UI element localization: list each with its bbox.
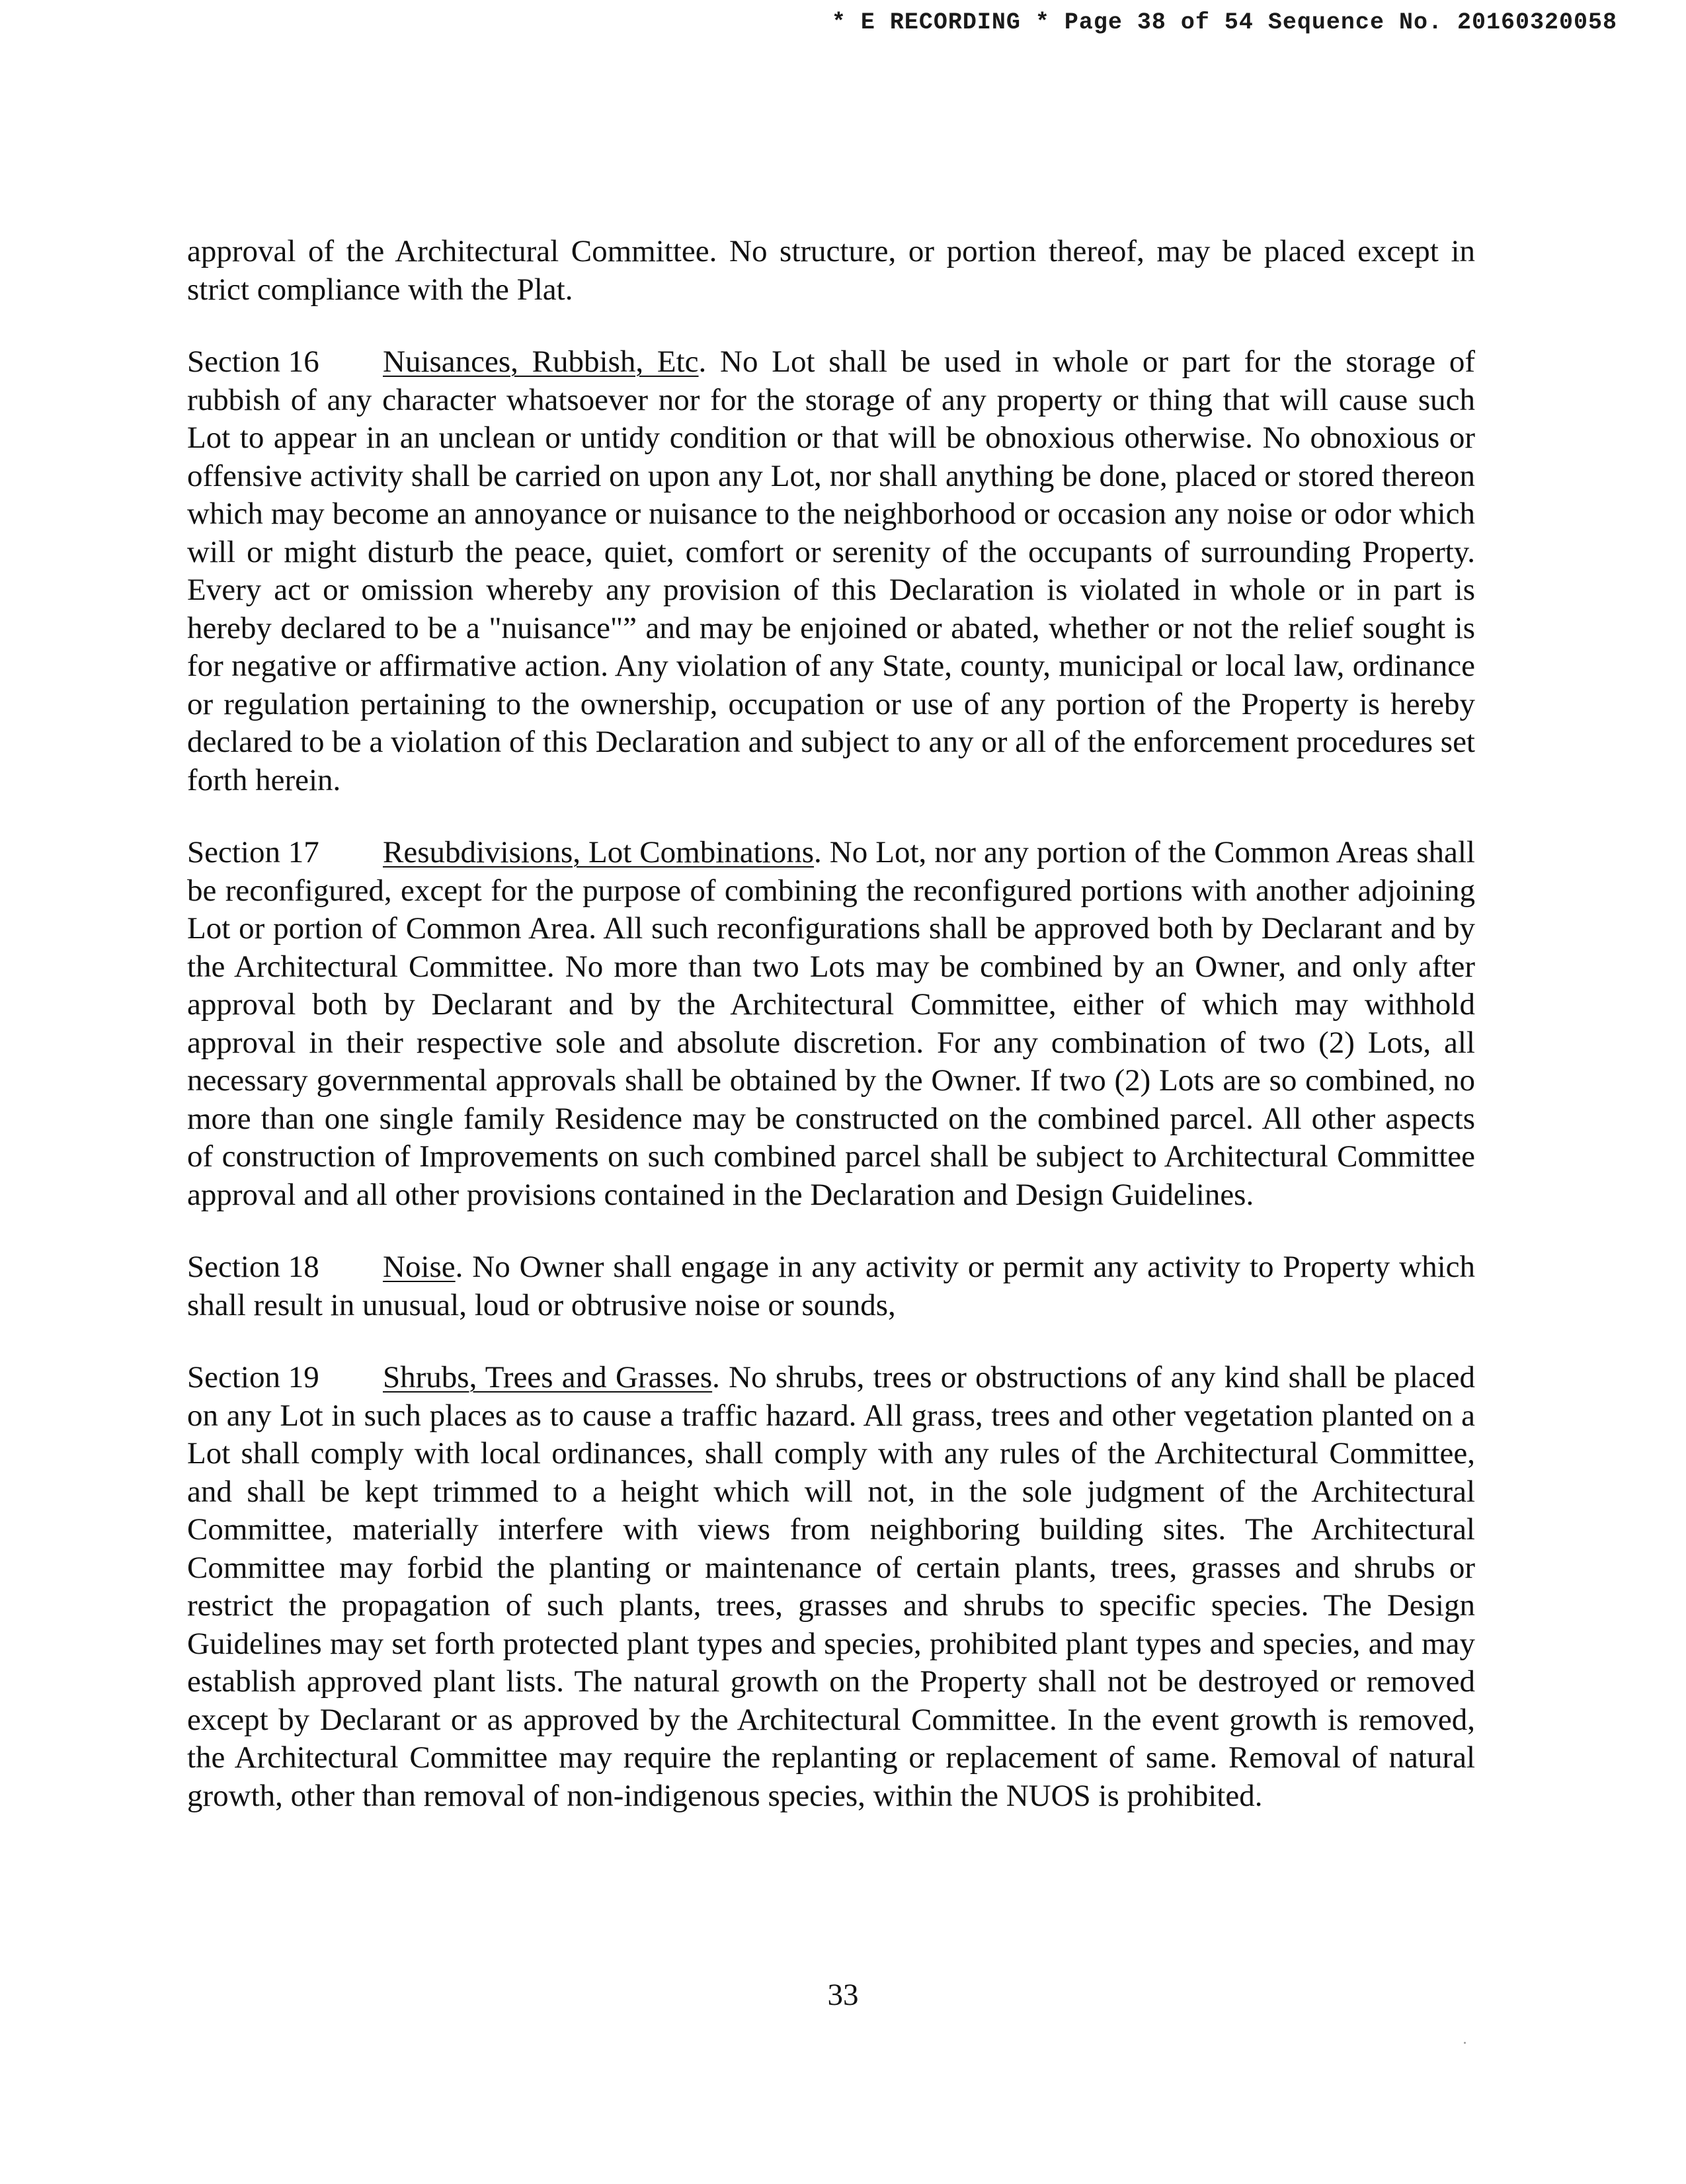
section-body: . No Lot, nor any portion of the Common Areas shall be reconfigured, except for the purpose of combining the reconfigured portions with another adjoining Lot or portion of Common Area. All such reconfigurations shall be approved both by Declarant and by the Architectural Committee. No more than two Lots may be combined by an Owner, and only after approval both by Declarant and by the Architectural Committee, either of which may withhold approval in their respective sole and absolute discretion. For any combination of two (2) Lots, all necessary governmental approvals shall be obtained by the Owner. If two (2) Lots are so combined, no more than one single family Residence may be constructed on the combined parcel. All other aspects of construction of Improvements on such combined parcel shall be subject to Architectural Committee approval and all other provisions contained in the Declaration and Design Guidelines. (187, 835, 1475, 1212)
section-number: Section 18 (187, 1250, 319, 1284)
section-19-paragraph (187, 1359, 1475, 1815)
page-number: 33 (827, 1978, 859, 2012)
section-title: Shrubs, Trees and Grasses (383, 1360, 713, 1395)
section-number: Section 16 (187, 344, 319, 379)
scan-speck (1464, 2042, 1466, 2044)
section-16-paragraph (187, 343, 1475, 799)
document-body (187, 233, 1475, 1849)
section-body: . No shrubs, trees or obstructions of any kind shall be placed on any Lot in such places as to cause a traffic hazard. All grass, trees and other vegetation planted on a Lot shall comply with local ordinances, shall comply with any rules of the Architectural Committee, and shall be kept trimmed to a height which will not, in the sole judgment of the Architectural Committee, materially interfere with views from neighboring building sites. The Architectural Committee may forbid the planting or maintenance of certain plants, trees, grasses and shrubs or restrict the propagation of such plants, trees, grasses and shrubs to specific species. The Design Guidelines may set forth protected plant types and species, prohibited plant types and species, and may establish approved plant lists. The natural growth on the Property shall not be destroyed or removed except by Declarant or as approved by the Architectural Committee. In the event growth is removed, the Architectural Committee may require the replanting or replacement of same. Removal of natural growth, other than removal of non-indigenous species, within the NUOS is prohibited. (187, 1360, 1476, 1813)
section-18-paragraph (187, 1248, 1475, 1324)
section-17-paragraph (187, 834, 1475, 1214)
section-title: Nuisances, Rubbish, Etc (383, 344, 699, 379)
section-title: Resubdivisions, Lot Combinations (383, 835, 815, 870)
section-body: . No Owner shall engage in any activity or permit any activity to Property which shall result in unusual, loud or obtrusive noise or sounds, (187, 1250, 1475, 1322)
section-title: Noise (383, 1250, 456, 1284)
section-body: . No Lot shall be used in whole or part for the storage of rubbish of any character whatsoever nor for the storage of any property or thing that will cause such Lot to appear in an unclean or untidy condition or that will be obnoxious otherwise. No obnoxious or offensive activity shall be carried on upon any Lot, nor shall anything be done, placed or stored thereon which may become an annoyance or nuisance to the neighborhood or occasion any noise or odor which will or might disturb the peace, quiet, comfort or serenity of the occupants of surrounding Property. Every act or omission whereby any provision of this Declaration is violated in whole or in part is hereby declared to be a "nuisance"” and may be enjoined or abated, whether or not the relief sought is for negative or affirmative action. Any violation of any State, county, municipal or local law, ordinance or regulation pertaining to the ownership, occupation or use of any portion of the Property is hereby declared to be a violation of this Declaration and subject to any or all of the enforcement procedures set forth herein. (187, 344, 1475, 797)
recording-stamp: * E RECORDING * Page 38 of 54 Sequence No. 20160320058 (831, 9, 1617, 36)
section-number: Section 17 (187, 835, 319, 870)
section-number: Section 19 (187, 1360, 319, 1395)
continuation-paragraph: approval of the Architectural Committee. No structure, or portion thereof, may be placed except in strict compliance with the Plat. (187, 234, 1475, 307)
